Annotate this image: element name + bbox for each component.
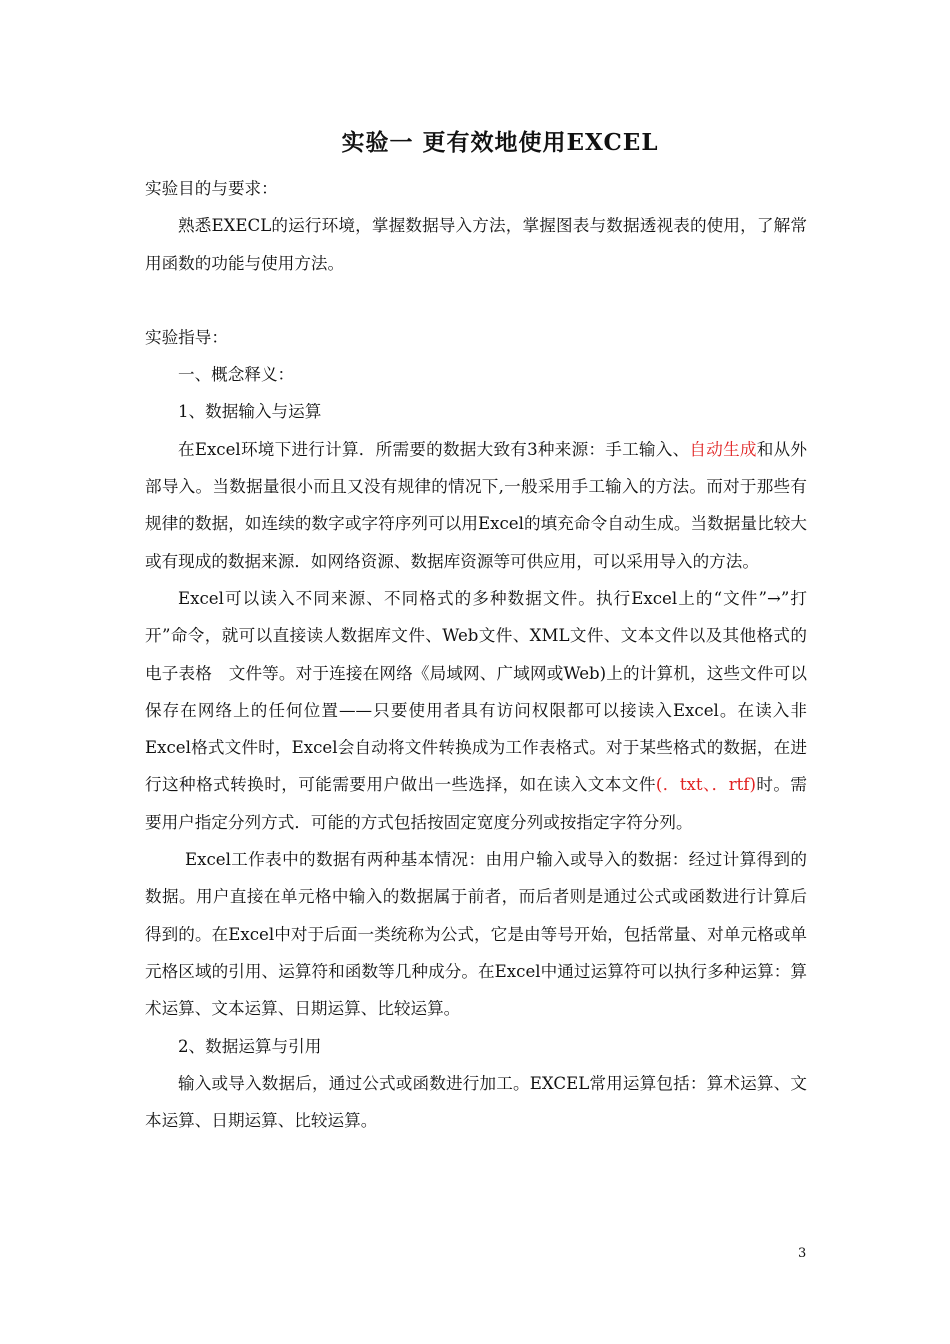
purpose-paragraph: 熟悉EXECL的运行环境，掌握数据导入方法，掌握图表与数据透视表的使用，了解常用函数的功能与使用方法。: [145, 216, 807, 273]
paragraph-gap: [145, 282, 807, 319]
worksheet-data-paragraph: Excel工作表中的数据有两种基本情况：由用户输入或导入的数据：经过计算得到的数据。用户直接在单元格中输入的数据属于前者，而后者则是通过公式或函数进行计算后得到的。在Excel中对于后面一类统称为公式，它是由等号开始，包括常量、对单元格或单元格区域的引用、运算符和函数等几种成分。在Excel中通过运算符可以执行多种运算：算术运算、文本运算、日期运算、比较运算。: [145, 850, 807, 1019]
page-number: 3: [798, 1246, 807, 1261]
operations-paragraph: 输入或导入数据后，通过公式或函数进行加工。EXCEL常用运算包括：算术运算、文本运算、日期运算、比较运算。: [145, 1073, 807, 1131]
guide-heading: 实验指导：: [145, 327, 228, 347]
highlighted-text: (．txt、．rtf): [655, 775, 756, 795]
page-title: 实验一 更有效地使用EXCEL: [341, 129, 659, 156]
purpose-heading: 实验目的与要求：: [145, 179, 278, 198]
paragraph-text: 时。需要用户指定分列方式．可能的方式包括按固定宽度分列或按指定字符分列。: [145, 775, 808, 832]
data-sources-paragraph: [145, 431, 807, 580]
paragraph-text: 和从外部导入。当数据量很小而且又没有规律的情况下,一般采用手工输入的方法。而对于那些有规律的数据，如连续的数字或字符序列可以用Excel的填充命令自动生成。当数据量比较大或有现成的数据来源．如网络资源、数据库资源等可供应用，可以采用导入的方法。: [145, 439, 808, 571]
section-1-heading: 1、数据输入与运算: [178, 402, 322, 422]
paragraph-text: Excel可以读入不同来源、不同格式的多种数据文件。执行Excel上的“文件”→”打开”命令，就可以直接读人数据库文件、Web文件、XML文件、文本文件以及其他格式的电子表格 文件等。对于连接在网络《局域网、广域网或Web)上的计算机，这些文件可以保存在网络上的任何位置——只要使用者具有访问权限都可以接读入Excel。在读入非Excel格式文件时，Excel会自动将文件转换成为工作表格式。对于某些格式的数据，在进行这种格式转换时，可能需要用户做出一些选择，如在读入文本文件: [145, 588, 807, 795]
paragraph-text: 在Excel环境下进行计算．所需要的数据大致有3种来源：手工输入、: [178, 439, 690, 459]
highlighted-text: 自动生成: [689, 439, 757, 459]
document-body: [145, 170, 807, 1139]
file-import-paragraph: [145, 580, 807, 841]
section-2-heading: 2、数据运算与引用: [178, 1036, 322, 1056]
concept-heading: 一、概念释义：: [178, 365, 295, 385]
